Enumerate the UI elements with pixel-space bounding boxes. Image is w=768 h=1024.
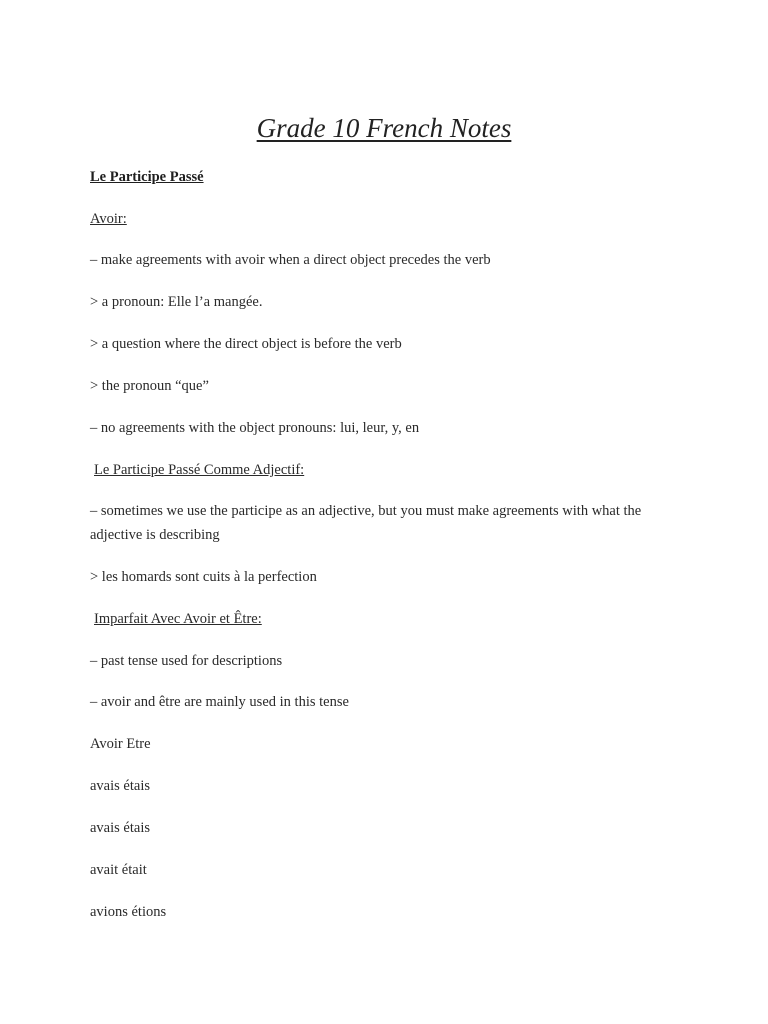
conjugation-row: avait était: [90, 862, 147, 878]
subheading-avoir: Avoir:: [90, 211, 127, 227]
imparfait-rule-descriptions: – past tense used for descriptions: [90, 653, 283, 669]
document-title: Grade 10 French Notes: [256, 113, 512, 143]
adjectif-rule: – sometimes we use the participe as an adjective, but you must make agreements with what the adjective is describing: [90, 503, 642, 543]
avoir-rule: – make agreements with avoir when a direct object precedes the verb: [90, 252, 491, 268]
conjugation-row: avais étais: [90, 820, 150, 836]
avoir-example-pronoun: > a pronoun: Elle l’a mangée.: [90, 294, 263, 310]
section-heading-participe-passe: Le Participe Passé: [90, 169, 204, 185]
avoir-example-question: > a question where the direct object is before the verb: [90, 336, 402, 352]
conjugation-header: Avoir Etre: [90, 736, 151, 752]
subheading-imparfait: Imparfait Avec Avoir et Être:: [94, 611, 262, 627]
conjugation-row: avais étais: [90, 778, 150, 794]
adjectif-example: > les homards sont cuits à la perfection: [90, 569, 317, 585]
subheading-participe-adjectif: Le Participe Passé Comme Adjectif:: [94, 462, 305, 478]
imparfait-rule-avoir-etre: – avoir and être are mainly used in this tense: [90, 694, 349, 710]
avoir-example-que: > the pronoun “que”: [90, 378, 209, 394]
avoir-no-agreement-rule: – no agreements with the object pronouns: lui, leur, y, en: [90, 420, 420, 436]
conjugation-row: avions étions: [90, 904, 167, 920]
